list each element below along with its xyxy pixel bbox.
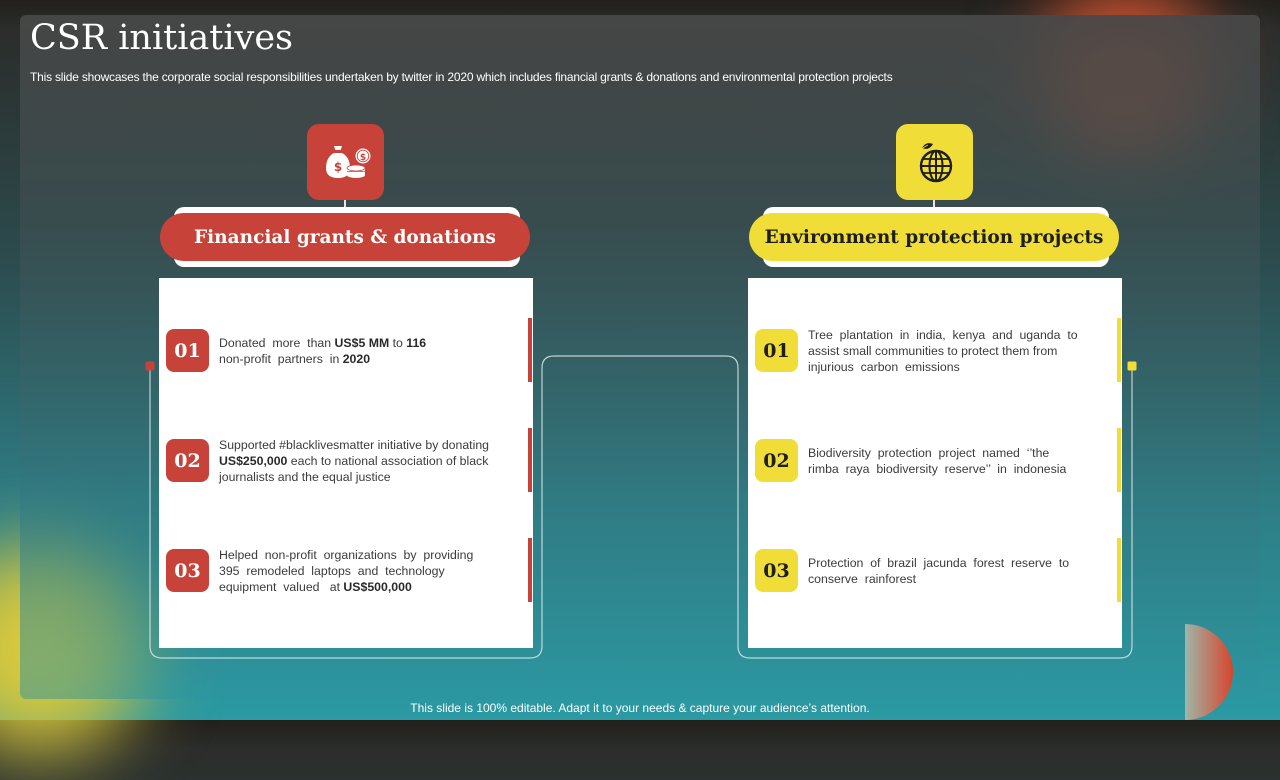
item-text-run: Biodiversity protection project named ‘’the xyxy=(808,446,1050,460)
item-accent-bar xyxy=(1117,538,1121,602)
environment-card xyxy=(748,278,1122,648)
item-text-line xyxy=(808,571,1103,587)
item-text-run: to xyxy=(389,336,407,350)
item-number: 03 xyxy=(166,549,209,592)
money-bag-coins-icon xyxy=(320,140,372,184)
item-number: 02 xyxy=(755,439,798,482)
slide-title: CSR initiatives xyxy=(30,18,293,58)
item-text-line xyxy=(808,359,1103,375)
item-text-run: non-profit partners in xyxy=(219,352,343,366)
globe-leaf-icon xyxy=(908,135,962,189)
item-text-run: 395 remodeled laptops and technology xyxy=(219,564,445,578)
financial-item-1 xyxy=(166,318,532,383)
slide-subtitle: This slide showcases the corporate social responsibilities undertaken by twitter in 2020 which includes financial grants & donations and environmental protection projects xyxy=(30,70,893,84)
item-text-line xyxy=(808,461,1103,477)
item-number: 02 xyxy=(166,439,209,482)
item-text-run: Helped non-profit organizations by providing xyxy=(219,548,474,562)
financial-item-3 xyxy=(166,538,532,603)
financial-heading: Financial grants & donations xyxy=(160,213,530,261)
item-text xyxy=(219,547,514,595)
item-text-run: Donated more than xyxy=(219,336,335,350)
environment-icon-box xyxy=(896,124,973,200)
item-text-run: journalists and the equal justice xyxy=(219,470,391,484)
environment-heading: Environment protection projects xyxy=(749,213,1119,261)
item-text-run: rimba raya biodiversity reserve’’ in indonesia xyxy=(808,462,1067,476)
environment-item-2 xyxy=(755,428,1121,493)
environment-item-3 xyxy=(755,538,1121,603)
item-text-emphasis: US$500,000 xyxy=(343,580,412,594)
item-text-run: injurious carbon emissions xyxy=(808,360,960,374)
item-text xyxy=(808,555,1103,587)
item-text-line xyxy=(219,335,514,351)
item-text-emphasis: US$250,000 xyxy=(219,454,288,468)
item-text xyxy=(219,335,514,367)
item-text-run: each to national association of black xyxy=(287,454,489,468)
item-text-line xyxy=(219,469,514,485)
item-text-emphasis: 116 xyxy=(406,336,427,350)
item-text-line xyxy=(808,343,1103,359)
item-accent-bar xyxy=(528,428,532,492)
item-text-line xyxy=(219,563,514,579)
svg-text:$: $ xyxy=(333,160,342,174)
item-number: 03 xyxy=(755,549,798,592)
item-accent-bar xyxy=(528,318,532,382)
item-text-emphasis: 2020 xyxy=(342,352,371,366)
item-text-line xyxy=(808,555,1103,571)
item-text-run: Supported #blacklivesmatter initiative by donating xyxy=(219,438,490,452)
item-text xyxy=(219,437,514,485)
financial-item-2 xyxy=(166,428,532,493)
item-text-run: conserve rainforest xyxy=(808,572,916,586)
item-text-line xyxy=(219,437,514,453)
item-text xyxy=(808,445,1103,477)
item-text-run: equipment valued at xyxy=(219,580,344,594)
item-text-line xyxy=(219,579,514,595)
item-text-line xyxy=(808,445,1103,461)
item-number: 01 xyxy=(166,329,209,372)
item-text-emphasis: US$5 MM xyxy=(334,336,390,350)
item-text-line xyxy=(219,453,514,469)
item-text-line xyxy=(808,327,1103,343)
item-text xyxy=(808,327,1103,375)
item-accent-bar xyxy=(528,538,532,602)
item-accent-bar xyxy=(1117,318,1121,382)
item-text-line xyxy=(219,547,514,563)
item-number: 01 xyxy=(755,329,798,372)
financial-card xyxy=(159,278,533,648)
svg-text:$: $ xyxy=(359,153,366,163)
item-text-run: Tree plantation in india, kenya and uganda to xyxy=(808,328,1078,342)
footer-note: This slide is 100% editable. Adapt it to your needs & capture your audience’s attention. xyxy=(410,701,870,715)
item-accent-bar xyxy=(1117,428,1121,492)
financial-icon-box xyxy=(307,124,384,200)
item-text-run: Protection of brazil jacunda forest reserve to xyxy=(808,556,1070,570)
environment-item-1 xyxy=(755,318,1121,383)
item-text-line xyxy=(219,351,514,367)
item-text-run: assist small communities to protect them from xyxy=(808,344,1058,358)
